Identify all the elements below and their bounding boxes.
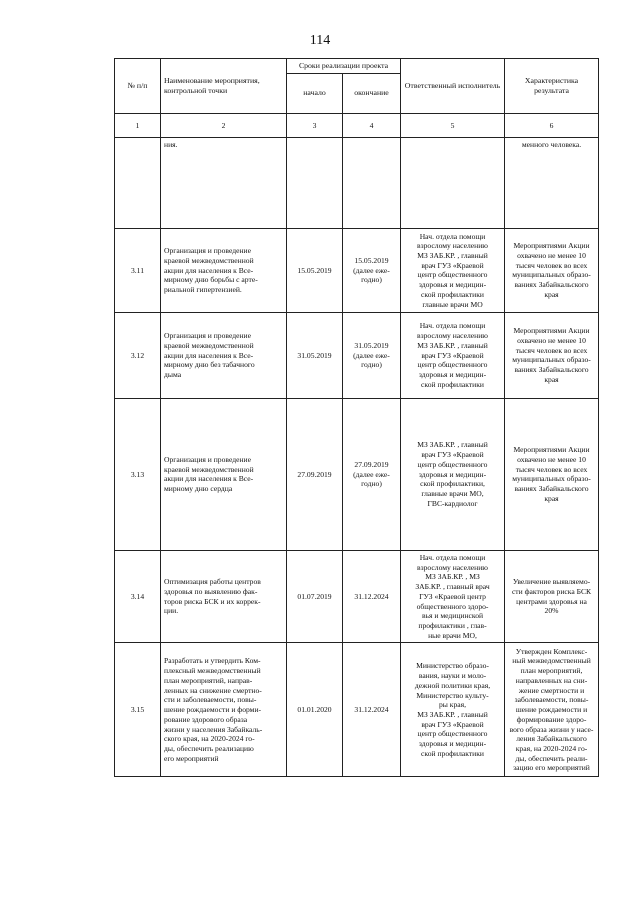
continuation-result: менного человека.: [505, 137, 599, 228]
row-end: 31.12.2024: [343, 643, 401, 777]
row-number: 3.15: [115, 643, 161, 777]
row-result: Утвержден Комплекс- ный межведомственный план мероприятий, направленных на сни- жение смертности и заболеваемости, повы- шение рождаемости и формирование здоро- вого образа жизни у насе- ления Забайкальского края, на 2020-2024 го- ды, обеспечить реали- зацию его мероприятий: [509, 646, 594, 773]
row-start: 15.05.2019: [287, 228, 343, 312]
header-name: Наименование мероприятия, контрольной точки: [161, 59, 287, 114]
row-start: 31.05.2019: [287, 312, 343, 398]
continuation-name: ния.: [161, 137, 287, 228]
measures-table: [114, 58, 599, 777]
header-end: окончание: [343, 73, 401, 113]
header-start: начало: [287, 73, 343, 113]
row-name: Организация и проведение краевой межведомственной акции для населения к Все- мирному дню борьбы с арте- риальной гипертензией.: [164, 246, 258, 295]
header-dates-group: Сроки реализации проекта: [287, 59, 401, 74]
row-end: 31.12.2024: [343, 550, 401, 642]
page-number: 114: [309, 33, 331, 48]
row-number: 3.12: [115, 312, 161, 398]
column-number: 2: [161, 113, 287, 137]
row-name: Оптимизация работы центров здоровья по выявлению фак- торов риска БСК и их коррек- ции.: [164, 577, 261, 616]
header-result: Характеристика результата: [505, 59, 599, 114]
row-responsible: Нач. отдела помощи взрослому населению МЗ ЗАБ.КР. , главный врач ГУЗ «Краевой центр общественного здоровья и медицин- ской профилактики: [417, 321, 488, 389]
row-result: Мероприятиями Акции охвачено не менее 10 тысяч человек во всех муниципальных образо- ваниях Забайкальского края: [512, 326, 591, 384]
row-result: Мероприятиями Акции охвачено не менее 10 тысяч человек во всех муниципальных образо- ваниях Забайкальского края: [512, 445, 591, 503]
table-row-continuation: [115, 137, 599, 228]
table-row: [115, 228, 599, 312]
row-responsible: Нач. отдела помощи взрослому населению МЗ ЗАБ.КР. , главный врач ГУЗ «Краевой центр общественного здоровья и медицин- ской профилактики главные врачи МО: [417, 231, 488, 309]
column-number: 3: [287, 113, 343, 137]
column-numbers-row: [115, 113, 599, 137]
row-name: Организация и проведение краевой межведомственной акции для населения к Все- мирному дню без табачного дыма: [164, 331, 255, 380]
row-end: 15.05.2019 (далее еже- годно): [353, 255, 390, 285]
row-name: Разработать и утвердить Ком- плексный межведомственный план мероприятий, направ- ленных на снижение смертно- сти и заболеваемости, повы- шение рождаемости и форми- рование здорового образа жизни у населения Забайкаль- ского края, на 2020-2024 го- ды, обеспечить реализацию его мероприятий: [164, 656, 263, 763]
column-number: 4: [343, 113, 401, 137]
row-start: 27.09.2019: [287, 398, 343, 550]
row-start: 01.01.2020: [287, 643, 343, 777]
row-number: 3.13: [115, 398, 161, 550]
row-number: 3.11: [115, 228, 161, 312]
column-number: 5: [401, 113, 505, 137]
row-end: 27.09.2019 (далее еже- годно): [353, 459, 390, 489]
table-row: [115, 398, 599, 550]
row-start: 01.07.2019: [287, 550, 343, 642]
row-end: 31.05.2019 (далее еже- годно): [353, 340, 390, 370]
row-result: Увеличение выявляемо- сти факторов риска БСК центрами здоровья на 20%: [511, 577, 592, 616]
row-responsible: МЗ ЗАБ.КР. , главный врач ГУЗ «Краевой центр общественного здоровья и медицин- ской профилактики, главные врачи МО, ГВС-кардиолог: [417, 440, 488, 508]
row-responsible: Министерство образо- вания, науки и моло- дежной политики края, Министерство культу- ры края, МЗ ЗАБ.КР. , главный врач ГУЗ «Краевой центр общественного здоровья и медицин- ской профилактики: [414, 661, 491, 758]
row-name: Организация и проведение краевой межведомственной акции для населения к Все- мирному дню сердца: [164, 455, 254, 494]
column-number: 6: [505, 113, 599, 137]
header-responsible: Ответственный исполнитель: [401, 59, 505, 114]
header-no: № п/п: [115, 59, 161, 114]
row-responsible: Нач. отдела помощи взрослому населению МЗ ЗАБ.КР. , МЗ ЗАБ.КР. , главный врач ГУЗ «Краевой центр общественного здоро- вья и медицинской профилактики , глав- ные врачи МО,: [415, 552, 490, 640]
column-number: 1: [115, 113, 161, 137]
row-result: Мероприятиями Акции охвачено не менее 10 тысяч человек во всех муниципальных образо- ваниях Забайкальского края: [512, 241, 591, 299]
row-number: 3.14: [115, 550, 161, 642]
table-row: [115, 643, 599, 777]
table-row: [115, 312, 599, 398]
table-row: [115, 550, 599, 642]
